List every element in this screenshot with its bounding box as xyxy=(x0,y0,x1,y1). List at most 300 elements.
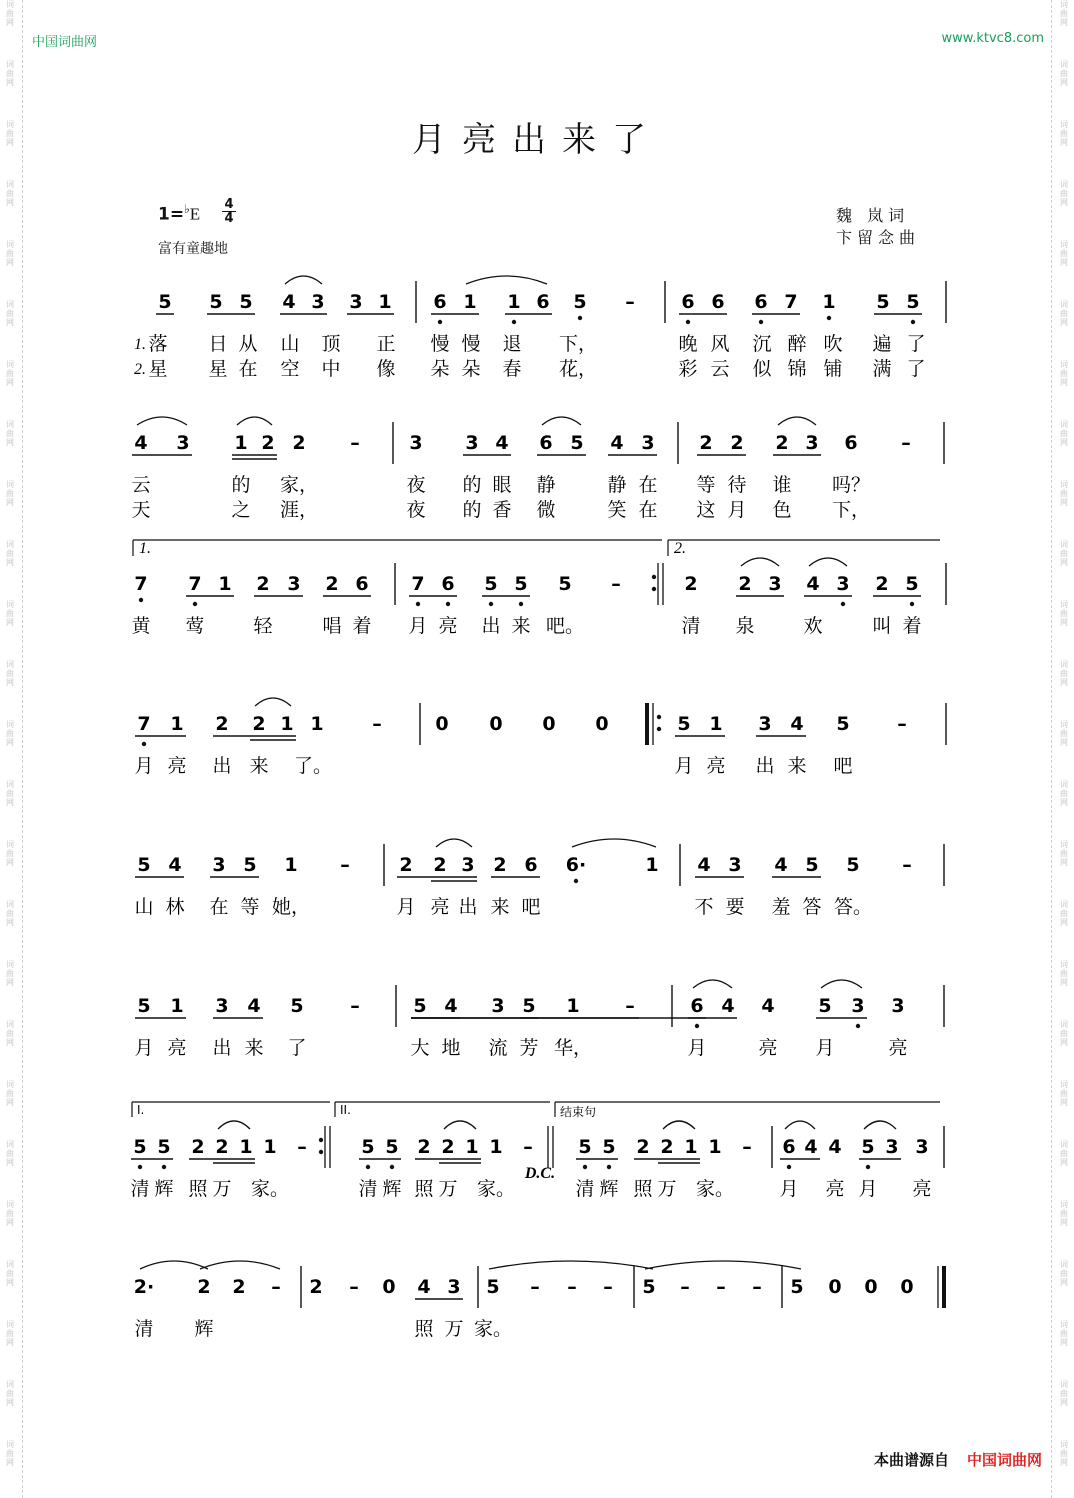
note: 5 xyxy=(573,291,587,313)
lyric-char: 亮 xyxy=(706,755,726,777)
note: 5 xyxy=(243,854,257,876)
note: 7 xyxy=(784,291,798,313)
note: 6 xyxy=(844,432,858,454)
lyric-char: 吗？ xyxy=(831,474,871,496)
watermark-text: 词 曲 网 xyxy=(1060,1020,1068,1047)
note: 0 xyxy=(382,1276,396,1298)
slur xyxy=(436,839,472,847)
watermark-text: 词 曲 网 xyxy=(1060,360,1068,387)
source-brand[interactable]: 中国词曲网 xyxy=(966,1451,1042,1469)
lyric-char: 来 xyxy=(511,615,531,637)
note: 3 xyxy=(641,432,655,454)
lyric-char: 顶 xyxy=(321,333,341,355)
note: 4 xyxy=(417,1276,431,1298)
lyric-char: 亮 xyxy=(912,1178,932,1200)
lyric-char: 月 xyxy=(727,499,747,521)
note: 0 xyxy=(435,713,449,735)
watermark-text: 词 曲 网 xyxy=(6,600,14,627)
lyric-char: 答 xyxy=(802,896,822,918)
lyric-char: 欢 xyxy=(803,615,823,637)
low-octave-dot xyxy=(607,1165,611,1169)
note: 5 xyxy=(906,291,920,313)
note: 3 xyxy=(891,995,905,1017)
note: – xyxy=(349,1276,359,1298)
source-label: 本曲谱源自 xyxy=(873,1451,949,1469)
lyric-char: 风 xyxy=(710,333,730,355)
lyric-char: 辉 xyxy=(382,1178,402,1200)
lyric-char: 清 xyxy=(358,1178,378,1200)
watermark-text: 词 曲 网 xyxy=(1060,480,1068,507)
watermark-text: 词 曲 网 xyxy=(6,360,14,387)
note: 1 xyxy=(566,995,580,1017)
note: 2 xyxy=(699,432,713,454)
note: 1 xyxy=(507,291,521,313)
low-octave-dot xyxy=(911,320,915,324)
note: 5 xyxy=(805,854,819,876)
low-octave-dot xyxy=(390,1165,394,1169)
lyric-char: 慢 xyxy=(430,333,450,355)
lyric-char: 像 xyxy=(376,358,396,380)
lyric-char: 谁 xyxy=(772,474,792,496)
note: 4 xyxy=(168,854,182,876)
tempo-marking: 富有童趣地 xyxy=(158,241,228,257)
lyric-char: 下， xyxy=(558,333,598,355)
note: 3 xyxy=(915,1136,929,1158)
note: 5 xyxy=(836,713,850,735)
lyric-char: 的 xyxy=(462,499,482,521)
note: 4 xyxy=(697,854,711,876)
note: 5 xyxy=(413,995,427,1017)
note: 6 xyxy=(782,1136,796,1158)
watermark-text: 词 曲 网 xyxy=(6,780,14,807)
note: 5 xyxy=(677,713,691,735)
lyric-char: 晚 xyxy=(678,333,698,355)
note: 1 xyxy=(684,1136,698,1158)
note: – xyxy=(523,1136,533,1158)
composer-credit: 卞留念曲 xyxy=(836,228,921,247)
lyric-char: 山 xyxy=(134,896,154,918)
note: 3 xyxy=(728,854,742,876)
watermark-text: 词 曲 网 xyxy=(6,540,14,567)
note: 6 xyxy=(441,573,455,595)
low-octave-dot xyxy=(142,742,146,746)
repeat-dot xyxy=(319,1150,323,1154)
slur xyxy=(200,1261,280,1269)
note: – xyxy=(340,854,350,876)
note: 3 xyxy=(409,432,423,454)
low-octave-dot xyxy=(910,602,914,606)
song-title: 月亮出来了 xyxy=(412,120,662,160)
note: 5 xyxy=(790,1276,804,1298)
low-octave-dot xyxy=(578,316,582,320)
note: 3 xyxy=(851,995,865,1017)
note: 5 xyxy=(361,1136,375,1158)
note: 1 xyxy=(708,1136,722,1158)
note: 6· xyxy=(565,854,587,876)
note: 6 xyxy=(690,995,704,1017)
lyric-char: 亮 xyxy=(438,615,458,637)
slur xyxy=(663,1121,695,1129)
note: 2 xyxy=(875,573,889,595)
lyric-char: 黄 xyxy=(131,615,151,637)
note: 5 xyxy=(290,995,304,1017)
note: 0 xyxy=(542,713,556,735)
lyric-char: 中 xyxy=(321,358,341,380)
verse-number: 1. xyxy=(134,336,146,353)
slur xyxy=(645,1261,801,1269)
key-note: E xyxy=(189,204,201,224)
lyric-char: 日 xyxy=(208,333,228,355)
note: 4 xyxy=(804,1136,818,1158)
low-octave-dot xyxy=(138,1165,142,1169)
slur xyxy=(466,276,547,284)
lyric-char: 花， xyxy=(558,358,598,380)
note: 2 xyxy=(636,1136,650,1158)
low-octave-dot xyxy=(827,316,831,320)
lyric-char: 朵 xyxy=(461,358,481,380)
lyric-char: 醉 xyxy=(787,333,807,355)
note: 5 xyxy=(239,291,253,313)
watermark-text: 词 曲 网 xyxy=(1060,960,1068,987)
lyric-char: 亮 xyxy=(758,1037,778,1059)
note: 4 xyxy=(790,713,804,735)
note: 2 xyxy=(493,854,507,876)
watermark-text: 词 曲 网 xyxy=(1060,240,1068,267)
watermark-text: 词 曲 网 xyxy=(6,480,14,507)
note: 1 xyxy=(489,1136,503,1158)
repeat-dot xyxy=(657,727,661,731)
note: 2 xyxy=(261,432,275,454)
note: 5 xyxy=(558,573,572,595)
low-octave-dot xyxy=(416,602,420,606)
note: 1 xyxy=(709,713,723,735)
low-octave-dot xyxy=(489,602,493,606)
source-credit xyxy=(874,1449,1042,1470)
lyric-char: 涯， xyxy=(279,499,319,521)
watermark-text: 词 曲 网 xyxy=(6,660,14,687)
watermark-text: 词 曲 网 xyxy=(1060,840,1068,867)
note: 4 xyxy=(282,291,296,313)
note: 2 xyxy=(292,432,306,454)
note: – xyxy=(897,713,907,735)
repeat-dot xyxy=(652,587,656,591)
note: 5 xyxy=(157,1136,171,1158)
note: 3 xyxy=(349,291,363,313)
lyric-char: 慢 xyxy=(461,333,481,355)
lyric-char: 天 xyxy=(131,499,151,521)
lyric-char: 似 xyxy=(752,358,772,380)
note: 0 xyxy=(864,1276,878,1298)
lyric-char: 月 xyxy=(396,896,416,918)
note: 5 xyxy=(602,1136,616,1158)
lyric-char: 眼 xyxy=(492,474,512,496)
watermark-text: 词 曲 网 xyxy=(6,180,14,207)
note: 4 xyxy=(495,432,509,454)
note: 5 xyxy=(137,854,151,876)
low-octave-dot xyxy=(856,1024,860,1028)
lyric-char: 吧 xyxy=(521,896,541,918)
volta-label: II. xyxy=(340,1103,351,1117)
note: 3 xyxy=(465,432,479,454)
lyric-char: 亮 xyxy=(167,755,187,777)
lyric-char: 辉 xyxy=(599,1178,619,1200)
slur xyxy=(864,1121,896,1129)
note: 5 xyxy=(522,995,536,1017)
note: 1 xyxy=(280,713,294,735)
note: 3 xyxy=(758,713,772,735)
note: 2· xyxy=(133,1276,155,1298)
lyric-char: 下， xyxy=(831,499,871,521)
watermark-text: 词 曲 网 xyxy=(6,1440,14,1467)
note: 5 xyxy=(484,573,498,595)
note: – xyxy=(350,995,360,1017)
lyric-char: 之 xyxy=(231,499,251,521)
note: 7 xyxy=(137,713,151,735)
lyric-char: 落 xyxy=(148,333,168,355)
lyric-char: 吧 xyxy=(833,755,853,777)
lyric-char: 来 xyxy=(490,896,510,918)
note: 6 xyxy=(355,573,369,595)
note: 5 xyxy=(818,995,832,1017)
volta-label: I. xyxy=(137,1103,145,1117)
lyric-char: 家， xyxy=(279,474,319,496)
note: 4 xyxy=(134,432,148,454)
watermark-text: 词 曲 网 xyxy=(1060,1140,1068,1167)
lyric-char: 出 xyxy=(458,896,478,918)
slur xyxy=(741,558,779,566)
low-octave-dot xyxy=(438,320,442,324)
lyricist-credit: 魏 岚词 xyxy=(836,206,910,225)
site-url-top-right[interactable]: www.ktvc8.com xyxy=(941,31,1044,46)
lyric-char: 家。 xyxy=(476,1178,516,1200)
time-top: 4 xyxy=(224,197,234,212)
note: – xyxy=(350,432,360,454)
watermark-text: 词 曲 网 xyxy=(6,1380,14,1407)
low-octave-dot xyxy=(366,1165,370,1169)
lyric-char: 出 xyxy=(481,615,501,637)
lyric-char: 出 xyxy=(755,755,775,777)
lyric-char: 照 xyxy=(414,1318,434,1340)
note: 1 xyxy=(465,1136,479,1158)
note: 2 xyxy=(215,1136,229,1158)
slur xyxy=(237,417,272,425)
lyric-char: 万 xyxy=(438,1178,458,1200)
note: 5 xyxy=(905,573,919,595)
note: – xyxy=(716,1276,726,1298)
note: 2 xyxy=(417,1136,431,1158)
note: 4 xyxy=(247,995,261,1017)
watermark-text: 词 曲 网 xyxy=(6,0,14,27)
lyric-char: 月 xyxy=(408,615,428,637)
watermark-text: 词 曲 网 xyxy=(1060,420,1068,447)
watermark-text: 词 曲 网 xyxy=(6,60,14,87)
note: – xyxy=(680,1276,690,1298)
lyric-char: 家。 xyxy=(473,1318,513,1340)
low-octave-dot xyxy=(446,602,450,606)
lyric-char: 云 xyxy=(131,474,151,496)
note: 1 xyxy=(378,291,392,313)
note: 2 xyxy=(232,1276,246,1298)
lyric-char: 香 xyxy=(492,499,512,521)
lyric-char: 清 xyxy=(575,1178,595,1200)
note: 3 xyxy=(215,995,229,1017)
watermark-text: 词 曲 网 xyxy=(6,420,14,447)
note: 2 xyxy=(660,1136,674,1158)
lyric-char: 羞 xyxy=(771,896,791,918)
lyric-char: 辉 xyxy=(194,1318,214,1340)
low-octave-dot xyxy=(574,879,578,883)
lyric-char: 正 xyxy=(376,333,396,355)
note: 2 xyxy=(197,1276,211,1298)
note: 2 xyxy=(325,573,339,595)
lyric-char: 照 xyxy=(633,1178,653,1200)
note: 1 xyxy=(822,291,836,313)
lyric-char: 不 xyxy=(694,896,714,918)
note: 2 xyxy=(441,1136,455,1158)
slur xyxy=(785,1121,815,1129)
lyric-char: 星 xyxy=(148,358,168,380)
note: 5 xyxy=(570,432,584,454)
note: 4 xyxy=(828,1136,842,1158)
note: 5 xyxy=(158,291,172,313)
verse-number: 2. xyxy=(134,361,146,378)
lyric-char: 着 xyxy=(352,615,372,637)
note: 3 xyxy=(885,1136,899,1158)
lyric-char: 朵 xyxy=(430,358,450,380)
lyric-char: 万 xyxy=(212,1178,232,1200)
note: – xyxy=(271,1276,281,1298)
lyric-char: 在 xyxy=(209,896,229,918)
note: 4 xyxy=(610,432,624,454)
note: 5 xyxy=(137,995,151,1017)
watermark-text: 词 曲 网 xyxy=(1060,1260,1068,1287)
note: 5 xyxy=(642,1276,656,1298)
note: – xyxy=(625,291,635,313)
low-octave-dot xyxy=(787,1165,791,1169)
watermark-text: 词 曲 网 xyxy=(1060,1380,1068,1407)
watermark-text: 词 曲 网 xyxy=(6,1080,14,1107)
lyric-char: 铺 xyxy=(823,358,843,380)
note: 3 xyxy=(805,432,819,454)
note: 4 xyxy=(774,854,788,876)
note: 4 xyxy=(806,573,820,595)
note: 3 xyxy=(287,573,301,595)
low-octave-dot xyxy=(162,1165,166,1169)
lyric-char: 吧。 xyxy=(545,615,585,637)
slur xyxy=(489,1261,653,1269)
note: 5 xyxy=(209,291,223,313)
lyric-char: 出 xyxy=(212,1037,232,1059)
slur xyxy=(218,1121,250,1129)
lyric-char: 从 xyxy=(238,333,258,355)
lyric-char: 退 xyxy=(502,333,522,355)
note: 1 xyxy=(645,854,659,876)
slur xyxy=(821,980,862,988)
lyric-char: 月 xyxy=(674,755,694,777)
note: 1 xyxy=(310,713,324,735)
watermark-text: 词 曲 网 xyxy=(6,1200,14,1227)
note: 0 xyxy=(900,1276,914,1298)
lyric-char: 莺 xyxy=(185,615,205,637)
watermark-text: 词 曲 网 xyxy=(6,1260,14,1287)
site-name-top-left[interactable]: 中国词曲网 xyxy=(32,35,98,50)
low-octave-dot xyxy=(866,1165,870,1169)
lyric-char: 静 xyxy=(607,474,627,496)
lyric-char: 月 xyxy=(779,1178,799,1200)
lyric-char: 了 xyxy=(906,358,926,380)
lyric-char: 流 xyxy=(488,1037,508,1059)
note: 2 xyxy=(309,1276,323,1298)
lyric-char: 在 xyxy=(638,474,658,496)
note: 2 xyxy=(730,432,744,454)
note: 5 xyxy=(861,1136,875,1158)
lyric-char: 月 xyxy=(858,1178,878,1200)
note: – xyxy=(625,995,635,1017)
lyric-char: 家。 xyxy=(695,1178,735,1200)
note: – xyxy=(297,1136,307,1158)
lyric-char: 万 xyxy=(444,1318,464,1340)
lyric-char: 要 xyxy=(725,896,745,918)
watermark-text: 词 曲 网 xyxy=(1060,900,1068,927)
note: 4 xyxy=(721,995,735,1017)
note: 3 xyxy=(447,1276,461,1298)
lyric-char: 照 xyxy=(188,1178,208,1200)
lyric-char: 清 xyxy=(130,1178,150,1200)
watermark-text: 词 曲 网 xyxy=(6,300,14,327)
lyric-char: 来 xyxy=(249,755,269,777)
low-octave-dot xyxy=(841,602,845,606)
note: – xyxy=(742,1136,752,1158)
note: 1 xyxy=(263,1136,277,1158)
lyric-char: 大 xyxy=(410,1037,430,1059)
lyric-char: 的 xyxy=(231,474,251,496)
note: – xyxy=(902,854,912,876)
lyric-char: 她， xyxy=(271,896,311,918)
lyric-char: 了 xyxy=(906,333,926,355)
lyric-char: 了。 xyxy=(293,755,333,777)
note: – xyxy=(372,713,382,735)
note: 2 xyxy=(191,1136,205,1158)
lyric-char: 彩 xyxy=(678,358,698,380)
watermark-text: 词 曲 网 xyxy=(1060,180,1068,207)
lyric-char: 万 xyxy=(657,1178,677,1200)
note: 6 xyxy=(681,291,695,313)
low-octave-dot xyxy=(139,598,143,602)
lyric-char: 亮 xyxy=(825,1178,845,1200)
lyric-char: 亮 xyxy=(888,1037,908,1059)
lyric-char: 地 xyxy=(441,1037,461,1059)
watermark-text: 词 曲 网 xyxy=(1060,1080,1068,1107)
note: 6 xyxy=(711,291,725,313)
watermark-text: 词 曲 网 xyxy=(1060,60,1068,87)
watermark-text: 词 曲 网 xyxy=(1060,540,1068,567)
lyric-char: 静 xyxy=(536,474,556,496)
note: 2 xyxy=(433,854,447,876)
slur xyxy=(572,839,656,847)
note: 1 xyxy=(218,573,232,595)
lyric-char: 待 xyxy=(727,474,747,496)
note: – xyxy=(752,1276,762,1298)
note: 4 xyxy=(444,995,458,1017)
lyric-char: 春 xyxy=(502,358,522,380)
low-octave-dot xyxy=(193,602,197,606)
lyric-char: 笑 xyxy=(607,499,627,521)
note: 1 xyxy=(170,995,184,1017)
note: 1 xyxy=(234,432,248,454)
watermark-text: 词 曲 网 xyxy=(6,960,14,987)
note: 6 xyxy=(536,291,550,313)
note: 5 xyxy=(514,573,528,595)
